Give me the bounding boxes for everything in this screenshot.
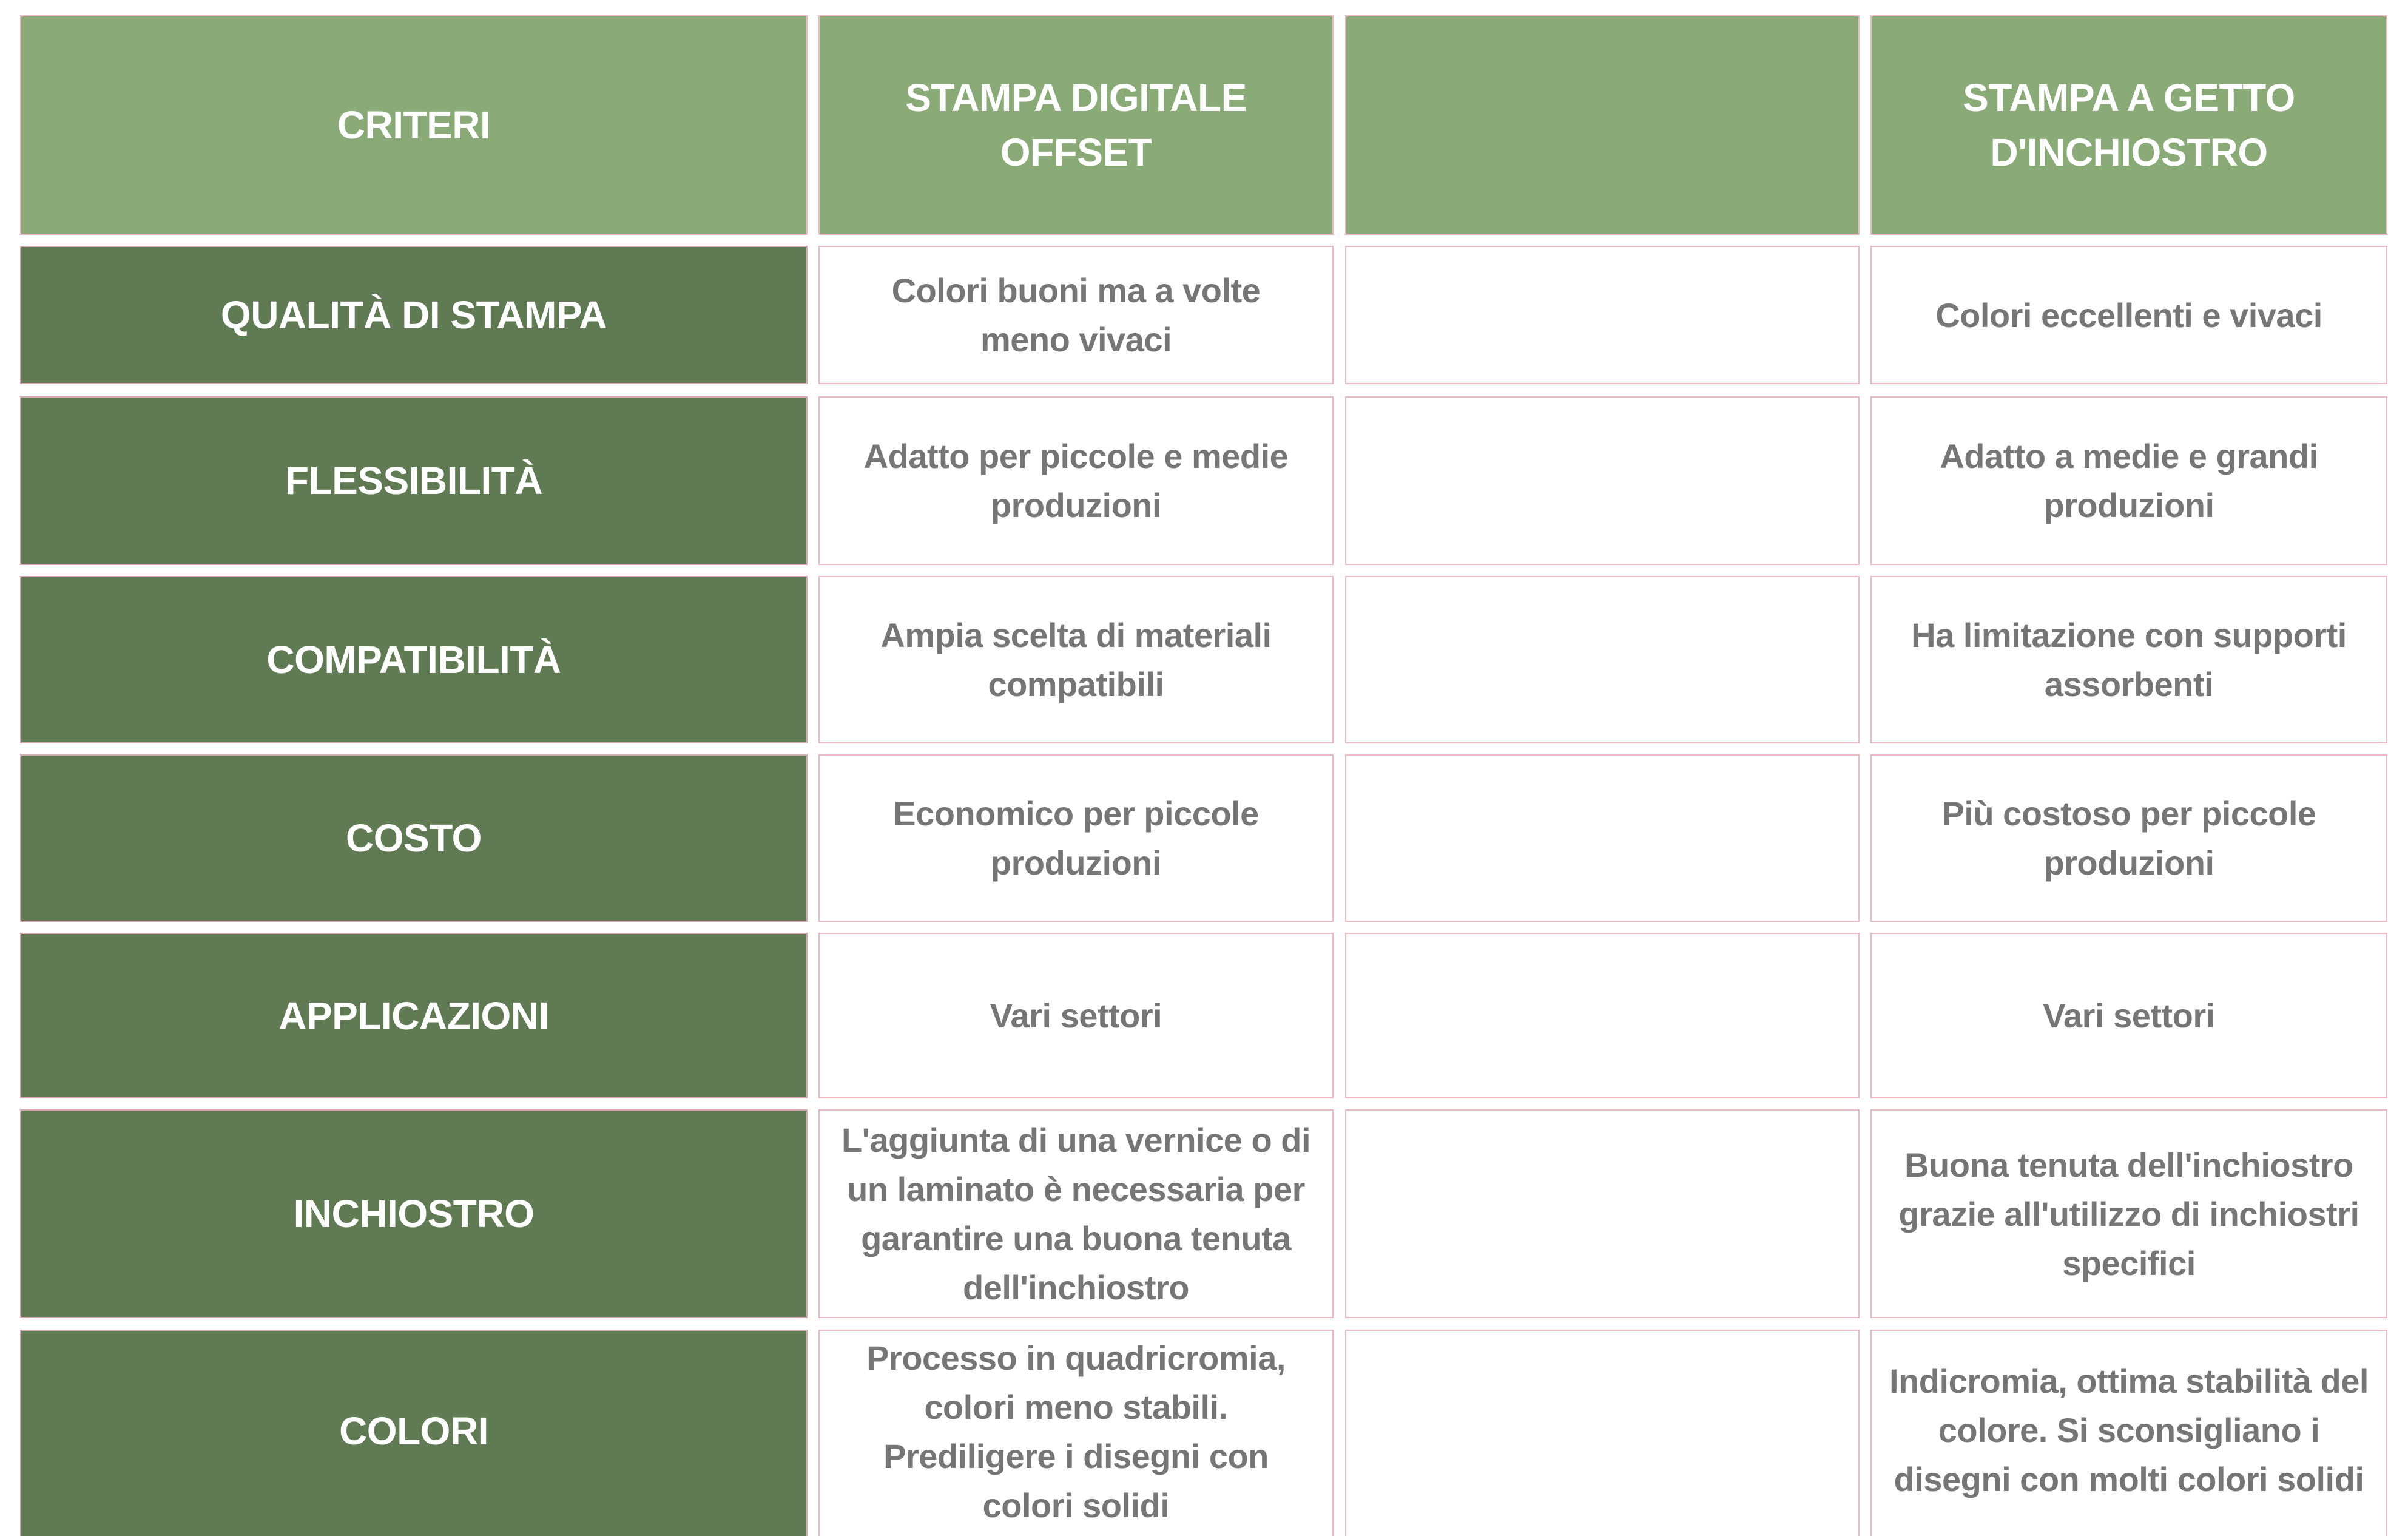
criterion-cell [20,933,808,1098]
middle-value-cell [1345,246,1860,384]
criterion-label: QUALITÀ DI STAMPA [220,293,607,337]
criterion-label: INCHIOSTRO [293,1192,535,1236]
offset-value-cell [818,1109,1334,1318]
header-cell-inkjet [1870,15,2387,235]
offset-value-cell [818,1330,1334,1536]
offset-value: Adatto per piccole e medie produzioni [863,437,1289,524]
offset-value: Economico per piccole produzioni [893,794,1259,882]
header-cell-offset [818,15,1334,235]
inkjet-value-cell [1870,576,2387,743]
criterion-cell [20,246,808,384]
inkjet-value: Adatto a medie e grandi produzioni [1940,437,2318,524]
inkjet-value: Indicromia, ottima stabilità del colore. Si sconsigliano i disegni con molti colori solidi [1889,1362,2369,1498]
offset-value-cell [818,933,1334,1098]
inkjet-value: Vari settori [2043,996,2215,1035]
header-label: STAMPA DIGITALE OFFSET [905,76,1247,174]
inkjet-value-cell [1870,1109,2387,1318]
inkjet-value: Più costoso per piccole produzioni [1941,794,2316,882]
inkjet-value-cell [1870,933,2387,1098]
middle-value-cell [1345,1109,1860,1318]
middle-value-cell [1345,933,1860,1098]
criterion-cell [20,754,808,922]
inkjet-value-cell [1870,246,2387,384]
criterion-label: COMPATIBILITÀ [266,638,561,682]
header-cell-criteria [20,15,808,235]
middle-value-cell [1345,754,1860,922]
offset-value: Colori buoni ma a volte meno vivaci [891,271,1261,359]
offset-value-cell [818,246,1334,384]
criterion-cell [20,1109,808,1318]
header-cell-empty [1345,15,1860,235]
header-label: STAMPA A GETTO D'INCHIOSTRO [1963,76,2295,174]
offset-value-cell [818,396,1334,565]
middle-value-cell [1345,576,1860,743]
offset-value: Ampia scelta di materiali compatibili [880,616,1272,703]
offset-value: Processo in quadricromia, colori meno stabili. Prediligere i disegni con colori solidi [866,1339,1286,1524]
inkjet-value: Colori eccellenti e vivaci [1935,296,2322,334]
offset-value: L'aggiunta di una vernice o di un laminato è necessaria per garantire una buona tenuta dell'inchiostro [841,1121,1311,1307]
inkjet-value: Buona tenuta dell'inchiostro grazie all'utilizzo di inchiostri specifici [1898,1145,2359,1282]
inkjet-value: Ha limitazione con supporti assorbenti [1911,616,2347,703]
middle-value-cell [1345,1330,1860,1536]
header-label: CRITERI [337,103,491,147]
criterion-label: COLORI [339,1409,488,1453]
inkjet-value-cell [1870,754,2387,922]
inkjet-value-cell [1870,1330,2387,1536]
offset-value-cell [818,576,1334,743]
offset-value: Vari settori [990,996,1162,1035]
inkjet-value-cell [1870,396,2387,565]
criterion-label: COSTO [346,816,482,860]
criterion-cell [20,1330,808,1536]
criterion-cell [20,576,808,743]
middle-value-cell [1345,396,1860,565]
criterion-label: FLESSIBILITÀ [285,459,543,502]
criterion-label: APPLICAZIONI [278,993,549,1038]
offset-value-cell [818,754,1334,922]
criterion-cell [20,396,808,565]
